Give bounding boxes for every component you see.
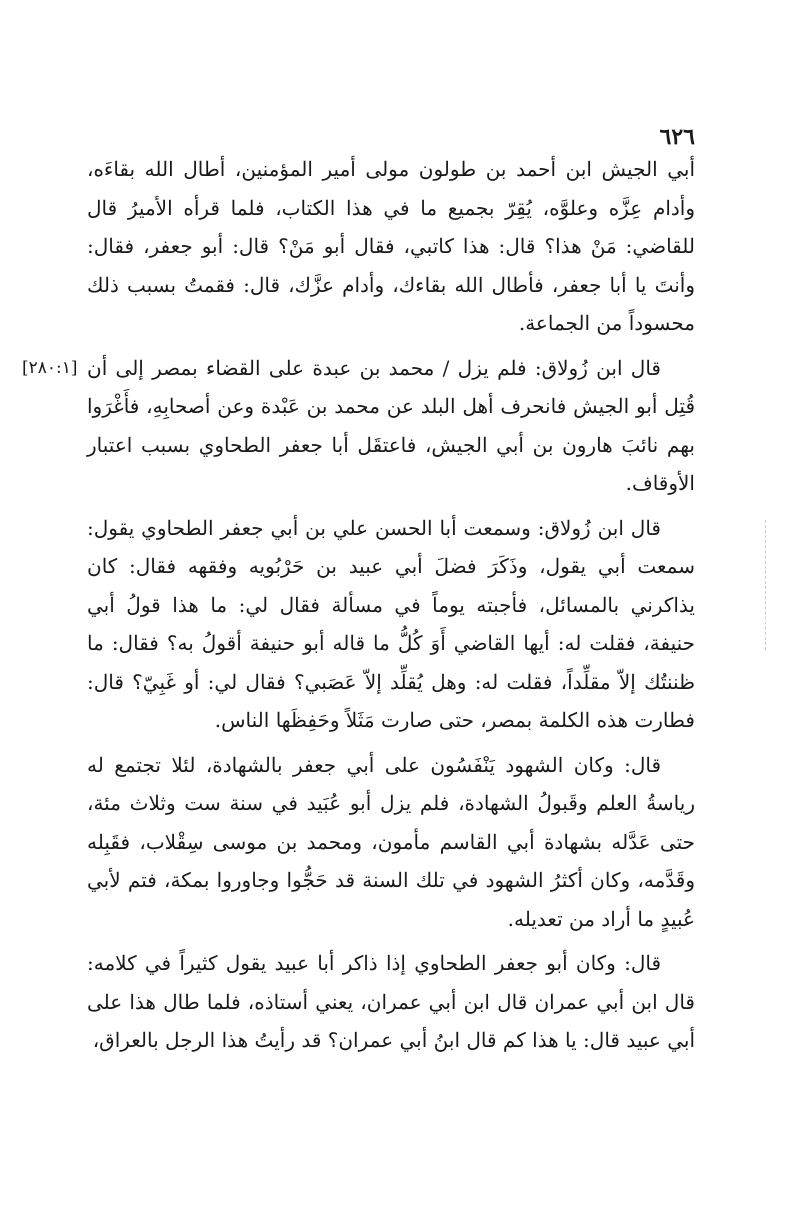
paragraph-2: قال ابن زُولاق: فلم يزل / محمد بن عبدة على القضاء بمصر إلى أن قُتِل أبو الجيش فانحرف أهل البلد عن محمد بن عَبْدة وعن أصحابِهِ، فأَغْرَوا بهم نائبَ هارون بن أبي الجيش، فاعتقَل أبا جعفر الطحاوي بسبب اعتبار الأوقاف. (87, 355, 695, 495)
body-text (87, 150, 695, 1060)
paragraph-1: أبي الجيش ابن أحمد بن طولون مولى أمير المؤمنين، أطال الله بقاءَه، وأدام عِزَّه وعلوَّه، يُقِرّ بجميع ما في هذا الكتاب، فلما قرأه الأميرُ قال للقاضي: مَنْ هذا؟ قال: هذا كاتبي، فقال أبو مَنْ؟ قال: أبو جعفر، فقال: وأنتَ يا أبا جعفر، فأطال الله بقاءك، وأدام عزَّك، قال: فقمتُ بسبب ذلك محسوداً من الجماعة. (87, 157, 695, 335)
scan-margin-line (765, 520, 767, 650)
paragraph-4: قال: وكان الشهود يَنْفَسُون على أبي جعفر بالشهادة، لئلا تجتمع له رياسةُ العلم وقَبولُ الشهادة، فلم يزل أبو عُبَيد في سنة ست وثلاث مئة، حتى عَدَّله بشهادة أبي القاسم مأمون، ومحمد بن موسى سِقْلاب، فقَبِله وقَدَّمه، وكان أكثرُ الشهود في تلك السنة قد حَجُّوا وجاوروا بمكة، فتم لأبي عُبيدٍ ما أراد من تعديله. (87, 752, 695, 931)
paragraph-5: قال: وكان أبو جعفر الطحاوي إذا ذاكر أبا عبيد يقول كثيراً في كلامه: قال ابن أبي عمران قال ابن أبي عمران، يعني أستاذه، فلما طال هذا على أبي عبيد قال: يا هذا كم قال ابنُ أبي عمران؟ قد رأيتُ هذا الرجل بالعراق، (87, 951, 695, 1052)
reference-marker: [٢٨٠:١] (22, 358, 78, 378)
paragraph-3: قال ابن زُولاق: وسمعت أبا الحسن علي بن أبي جعفر الطحاوي يقول: سمعت أبي يقول، وذَكَرَ فضلَ أبي عبيد بن حَرْبُويه وفقهه فقال: كان يذاكرني بالمسائل، فأجبته يوماً في مسألة فقال لي: ما هذا قولُ أبي حنيفة، فقلت له: أيها القاضي أَوَ كُلُّ ما قاله أبو حنيفة أقولُ به؟ فقال: ما ظننتُك إلاّ مقلِّداً، فقلت له: وهل يُقلِّد إلاّ عَصَبي؟ فقال لي: أو غَبِيّ؟ قال: فطارت هذه الكلمة بمصر، حتى صارت مَثَلاً وحَفِظَها الناس. (87, 515, 695, 732)
page-number: ٦٢٦ (659, 124, 695, 150)
